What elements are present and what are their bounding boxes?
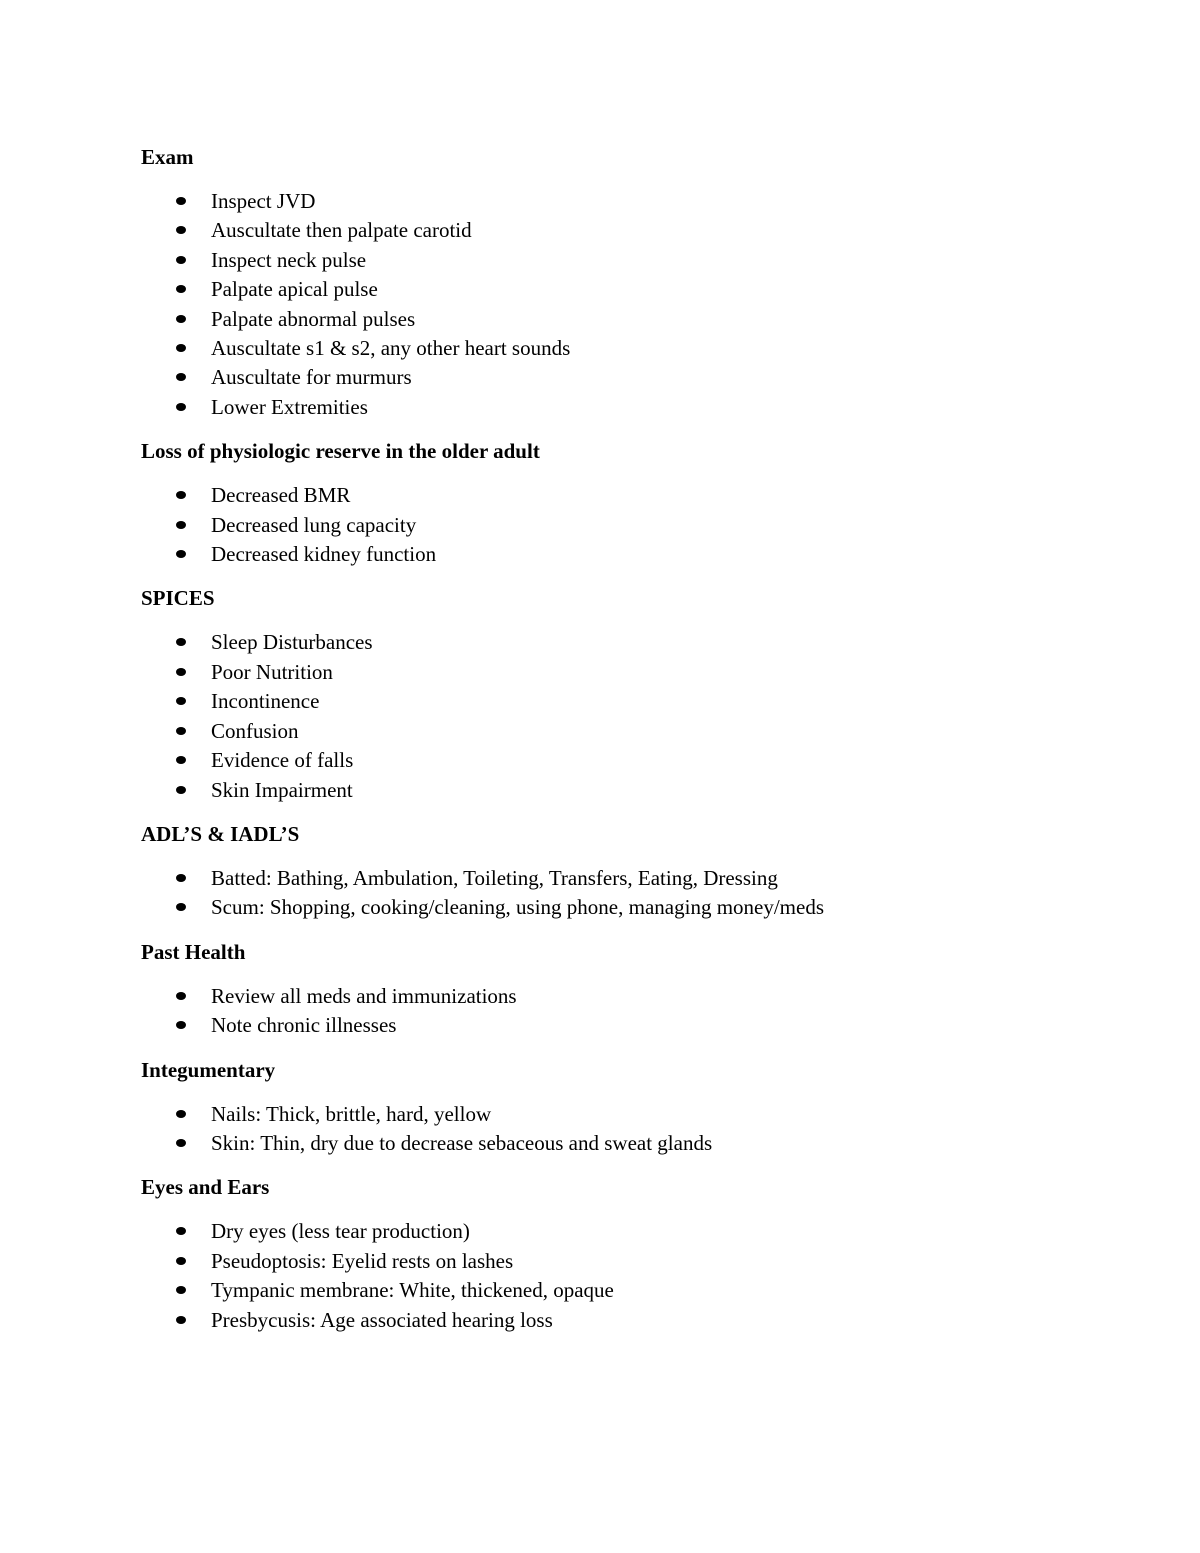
bullet-icon <box>176 550 186 558</box>
section-spices <box>141 584 1101 804</box>
bullet-icon <box>176 786 186 794</box>
list-item-text: Decreased lung capacity <box>211 512 417 537</box>
document-page <box>141 143 1101 1350</box>
bullet-icon <box>176 491 186 499</box>
list-item-text: Tympanic membrane: White, thickened, opaque <box>211 1278 614 1303</box>
section-past-health <box>141 938 1101 1041</box>
list-item-text: Review all meds and immunizations <box>211 983 517 1008</box>
list-item-text: Lower Extremities <box>211 394 368 419</box>
section-heading: Exam <box>141 145 194 169</box>
list-item-text: Auscultate s1 & s2, any other heart sounds <box>211 336 571 361</box>
bullet-icon <box>176 315 186 323</box>
bullet-list <box>141 1100 1101 1159</box>
list-item <box>141 393 1101 422</box>
list-item-text: Note chronic illnesses <box>211 1013 397 1038</box>
list-item <box>141 658 1101 687</box>
list-item <box>141 628 1101 657</box>
bullet-icon <box>176 1316 186 1324</box>
list-item <box>141 1217 1101 1246</box>
list-item <box>141 511 1101 540</box>
list-item-text: Decreased BMR <box>211 483 351 508</box>
list-item-text: Palpate apical pulse <box>211 277 378 302</box>
list-item-text: Sleep Disturbances <box>211 630 373 655</box>
list-item <box>141 1129 1101 1158</box>
list-item-text: Skin: Thin, dry due to decrease sebaceous and sweat glands <box>211 1130 713 1155</box>
list-item-text: Palpate abnormal pulses <box>211 306 416 331</box>
list-item-text: Confusion <box>211 718 299 743</box>
bullet-list <box>141 1217 1101 1335</box>
bullet-icon <box>176 903 186 911</box>
list-item <box>141 893 1101 922</box>
bullet-icon <box>176 256 186 264</box>
bullet-list <box>141 864 1101 923</box>
list-item-text: Scum: Shopping, cooking/cleaning, using phone, managing money/meds <box>211 895 825 920</box>
list-item-text: Inspect neck pulse <box>211 247 367 272</box>
bullet-list <box>141 982 1101 1041</box>
bullet-icon <box>176 1139 186 1147</box>
list-item-text: Poor Nutrition <box>211 659 333 684</box>
bullet-icon <box>176 344 186 352</box>
list-item <box>141 216 1101 245</box>
section-heading: Past Health <box>141 939 246 964</box>
bullet-icon <box>176 1227 186 1235</box>
list-item <box>141 1100 1101 1129</box>
list-item <box>141 1247 1101 1276</box>
bullet-list <box>141 628 1101 804</box>
section-heading: Loss of physiologic reserve in the older adult <box>141 439 540 464</box>
list-item <box>141 334 1101 363</box>
list-item <box>141 246 1101 275</box>
bullet-icon <box>176 668 186 676</box>
list-item <box>141 717 1101 746</box>
list-item-text: Evidence of falls <box>211 748 354 773</box>
section-heading: Integumentary <box>141 1057 276 1082</box>
list-item <box>141 776 1101 805</box>
list-item <box>141 1306 1101 1335</box>
list-item <box>141 187 1101 216</box>
list-item <box>141 363 1101 392</box>
list-item-text: Nails: Thick, brittle, hard, yellow <box>211 1101 492 1126</box>
list-item <box>141 687 1101 716</box>
bullet-icon <box>176 1021 186 1029</box>
bullet-icon <box>176 197 186 205</box>
bullet-icon <box>176 992 186 1000</box>
bullet-icon <box>176 638 186 646</box>
bullet-icon <box>176 521 186 529</box>
list-item <box>141 305 1101 334</box>
list-item-text: Incontinence <box>211 689 320 714</box>
list-item <box>141 1011 1101 1040</box>
list-item <box>141 982 1101 1011</box>
list-item-text: Presbycusis: Age associated hearing loss <box>211 1307 553 1332</box>
bullet-icon <box>176 373 186 381</box>
section-heading: Eyes and Ears <box>141 1175 270 1200</box>
list-item-text: Batted: Bathing, Ambulation, Toileting, Transfers, Eating, Dressing <box>211 865 778 890</box>
bullet-icon <box>176 874 186 882</box>
list-item <box>141 275 1101 304</box>
bullet-icon <box>176 727 186 735</box>
bullet-list <box>141 187 1101 422</box>
section-integumentary <box>141 1056 1101 1159</box>
list-item-text: Auscultate for murmurs <box>211 365 412 390</box>
section-exam <box>141 143 1101 422</box>
bullet-icon <box>176 1257 186 1265</box>
bullet-icon <box>176 403 186 411</box>
bullet-icon <box>176 756 186 764</box>
section-heading: SPICES <box>141 586 215 611</box>
list-item <box>141 746 1101 775</box>
list-item-text: Pseudoptosis: Eyelid rests on lashes <box>211 1248 514 1273</box>
list-item-text: Skin Impairment <box>211 777 353 802</box>
list-item <box>141 481 1101 510</box>
bullet-icon <box>176 1286 186 1294</box>
section-adls-iadls <box>141 820 1101 923</box>
list-item <box>141 864 1101 893</box>
list-item-text: Inspect JVD <box>211 189 316 213</box>
bullet-icon <box>176 226 186 234</box>
section-physiologic-reserve <box>141 437 1101 569</box>
bullet-icon <box>176 1110 186 1118</box>
bullet-list <box>141 481 1101 569</box>
list-item-text: Dry eyes (less tear production) <box>211 1219 470 1244</box>
list-item <box>141 1276 1101 1305</box>
list-item <box>141 540 1101 569</box>
bullet-icon <box>176 285 186 293</box>
list-item-text: Auscultate then palpate carotid <box>211 218 472 243</box>
section-heading: ADL’S & IADL’S <box>141 821 300 846</box>
list-item-text: Decreased kidney function <box>211 542 437 567</box>
bullet-icon <box>176 697 186 705</box>
section-eyes-ears <box>141 1173 1101 1335</box>
